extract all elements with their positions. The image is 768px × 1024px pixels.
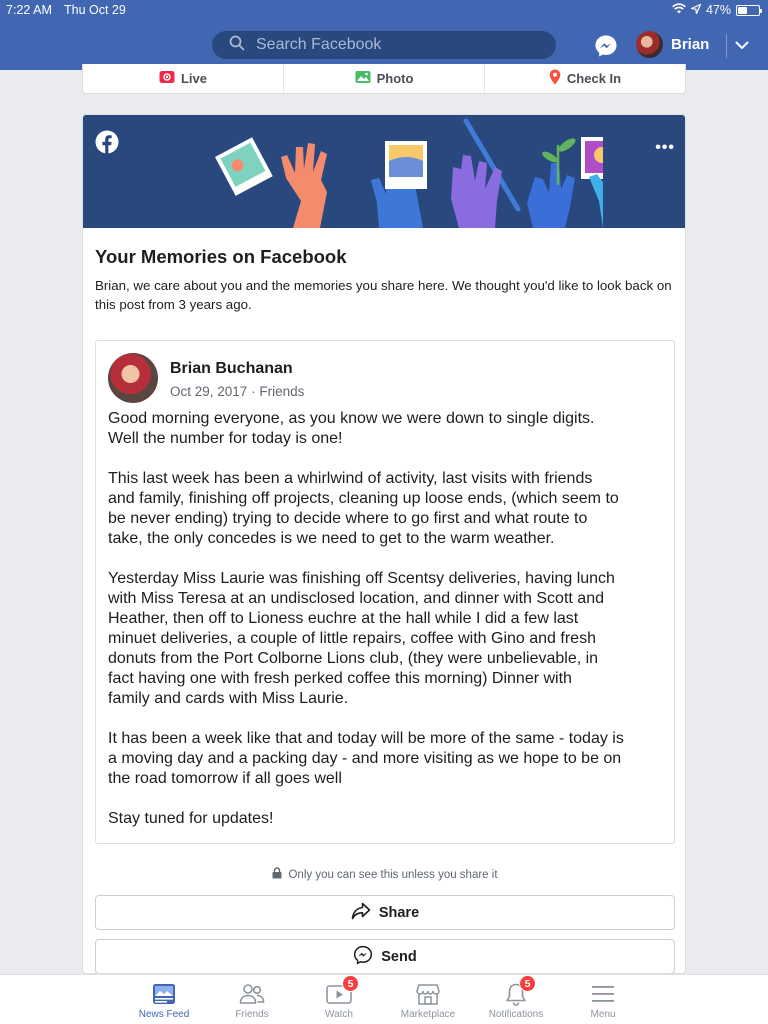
meta-separator: · — [251, 384, 256, 399]
post-audience: Friends — [259, 384, 305, 399]
share-arrow-icon — [351, 902, 371, 924]
composer-photo-button[interactable] — [284, 64, 485, 93]
memories-illustration — [183, 115, 603, 228]
bell-icon — [502, 977, 531, 1007]
location-pin-icon — [549, 69, 561, 88]
memories-title: Your Memories on Facebook — [95, 246, 347, 267]
tab-news-feed[interactable] — [124, 981, 204, 1020]
status-right — [672, 3, 760, 17]
lock-icon — [272, 867, 282, 882]
watch-icon — [325, 977, 354, 1007]
composer-actions — [82, 64, 686, 94]
battery-percent: 47% — [705, 3, 731, 17]
memories-description: Brian, we care about you and the memories you share here. We thought you'd like to look back on this post from 3 years ago. — [95, 278, 672, 312]
composer-checkin-button[interactable] — [485, 64, 685, 93]
tab-label: News Feed — [138, 1009, 190, 1020]
notifications-badge: 5 — [519, 975, 536, 992]
share-button[interactable] — [95, 895, 675, 930]
privacy-text: Only you can see this unless you share it — [288, 868, 498, 881]
battery-icon — [736, 5, 760, 16]
author-avatar[interactable] — [108, 353, 158, 403]
composer-live-button[interactable] — [83, 64, 284, 93]
status-time: 7:22 AM — [6, 3, 52, 17]
account-menu-button[interactable] — [726, 34, 754, 58]
post-author[interactable]: Brian Buchanan — [170, 360, 293, 377]
tab-notifications[interactable] — [476, 977, 556, 1020]
post-body — [108, 409, 668, 849]
wifi-icon — [672, 3, 686, 17]
status-date: Thu Oct 29 — [64, 3, 126, 17]
send-button[interactable] — [95, 939, 675, 974]
news-feed-icon — [150, 981, 178, 1007]
composer-photo-label: Photo — [376, 71, 414, 86]
post-paragraph: Good morning everyone, as you know we were down to single digits. Well the number for today is one! — [108, 410, 595, 447]
tab-label: Marketplace — [400, 1009, 456, 1020]
battery-fill — [738, 7, 747, 14]
memories-card — [82, 114, 686, 974]
chevron-down-icon — [735, 37, 749, 55]
tab-watch[interactable] — [299, 977, 379, 1020]
photo-icon — [355, 70, 371, 87]
tab-friends[interactable] — [212, 981, 292, 1020]
post-paragraph: Yesterday Miss Laurie was finishing off Scentsy deliveries, having lunch with Miss Teresa at an undisclosed location, and dinner with Scott and Heather, then off to Lioness euchre at the hall while I did a few last minuet deliveries, a couple of little repairs, coffee with Gino and fresh donuts from the Port Colborne Lions club, (they were unbelievable, in fact having one with fresh perked coffee this morning) Dinner with family and cards with Miss Laurie. — [108, 570, 615, 707]
tab-label: Menu — [590, 1009, 616, 1020]
memory-post — [95, 340, 675, 844]
profile-name: Brian — [671, 36, 710, 53]
profile-button[interactable] — [636, 31, 709, 58]
post-paragraph: This last week has been a whirlwind of activity, last visits with friends and family, finishing off projects, cleaning up loose ends, (which seem to be never ending) trying to decide where to go first and what route to take, the only concedes is we need to get to the warm weather. — [108, 470, 619, 547]
tab-label: Notifications — [488, 1009, 544, 1020]
post-meta — [170, 384, 304, 399]
composer-checkin-label: Check In — [566, 71, 622, 86]
avatar — [636, 31, 663, 58]
tab-menu[interactable] — [563, 981, 643, 1020]
tab-label: Friends — [235, 1009, 269, 1020]
tab-label: Watch — [325, 1009, 353, 1020]
more-options-button[interactable]: ••• — [655, 139, 675, 156]
search-input[interactable] — [256, 36, 536, 54]
bottom-tab-bar — [0, 974, 768, 1024]
post-paragraph: It has been a week like that and today will be more of the same - today is a moving day and a packing day - and more visiting as we hope to be on the road tomorrow if all goes well — [108, 730, 624, 787]
share-label: Share — [378, 904, 420, 921]
composer-live-label: Live — [180, 71, 207, 86]
facebook-logo-icon — [95, 130, 119, 159]
marketplace-icon — [414, 981, 442, 1007]
send-label: Send — [381, 948, 417, 965]
location-arrow-icon — [691, 3, 701, 17]
messenger-icon — [594, 45, 618, 62]
memories-banner — [83, 115, 686, 228]
search-bar[interactable] — [212, 31, 556, 59]
search-icon — [212, 35, 245, 56]
top-bar — [0, 0, 768, 70]
tab-marketplace[interactable] — [388, 981, 468, 1020]
post-date[interactable]: Oct 29, 2017 — [170, 384, 248, 399]
privacy-note — [83, 867, 686, 882]
live-video-icon — [159, 70, 175, 87]
hamburger-icon — [589, 981, 617, 1007]
messenger-button[interactable] — [594, 34, 618, 58]
messenger-icon — [353, 945, 373, 969]
friends-icon — [238, 981, 266, 1007]
post-paragraph: Stay tuned for updates! — [108, 810, 274, 827]
watch-badge: 5 — [342, 975, 359, 992]
status-bar — [0, 0, 768, 20]
